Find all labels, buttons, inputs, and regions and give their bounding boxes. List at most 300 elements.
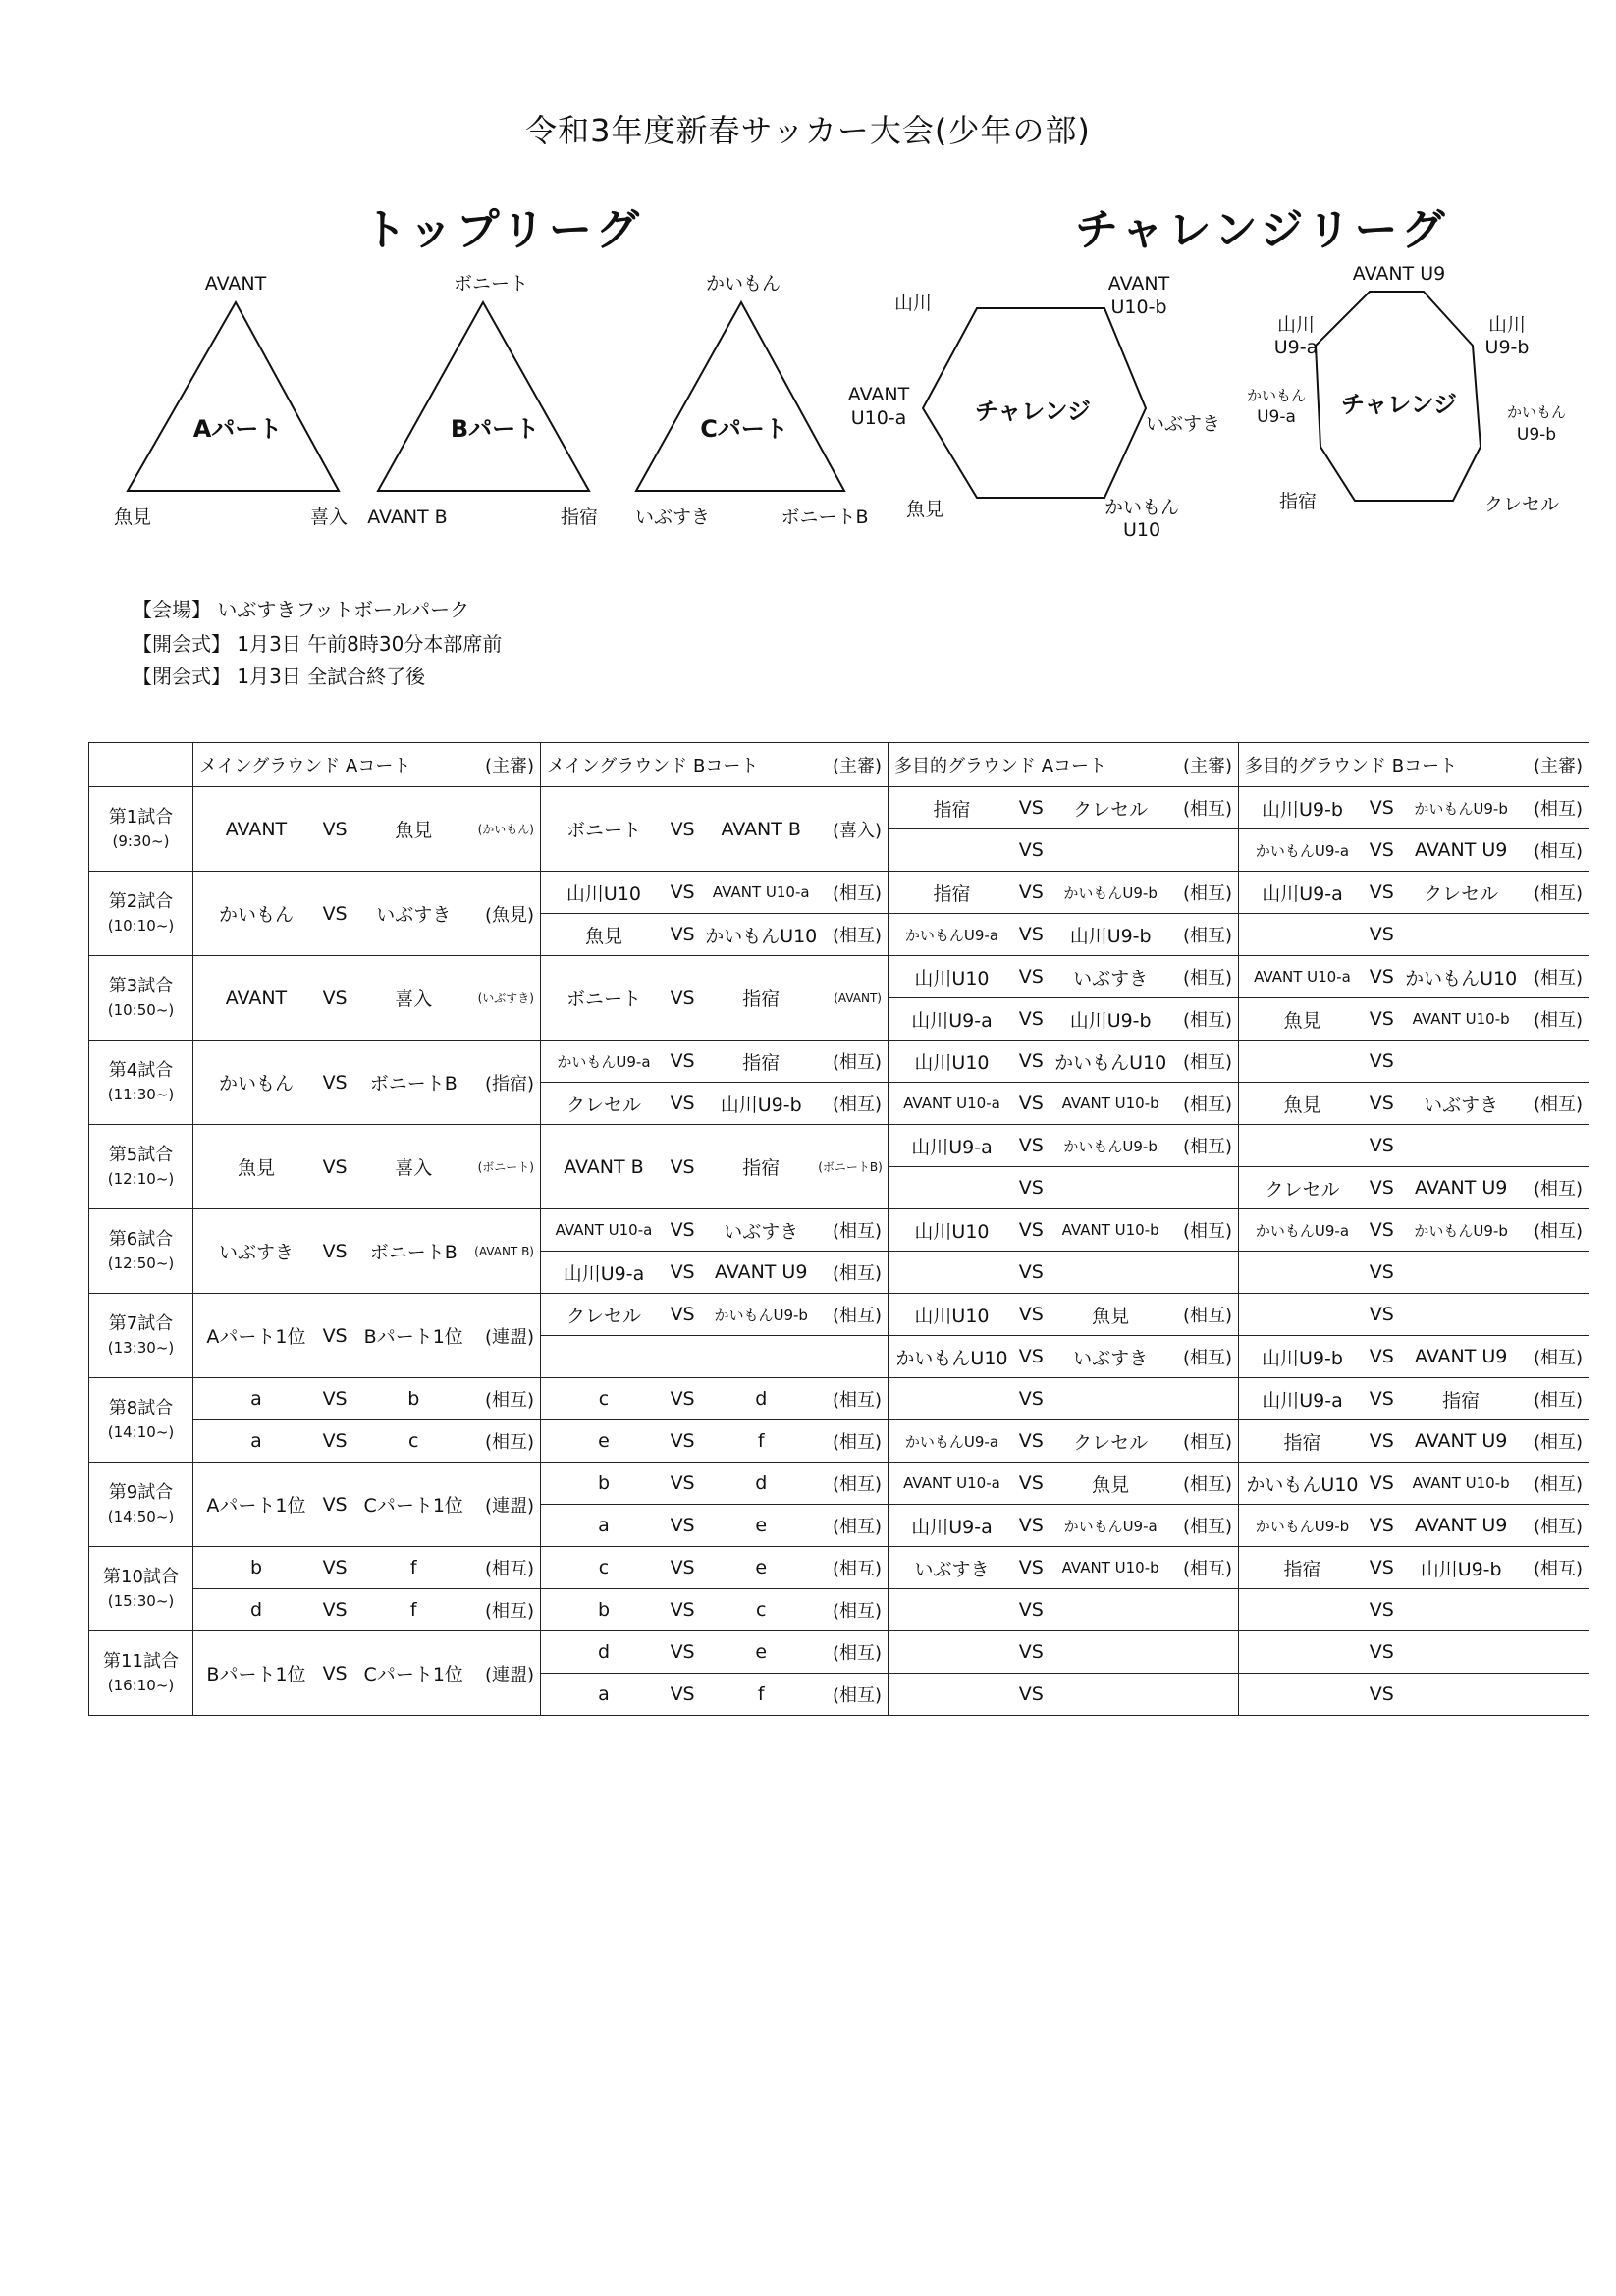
multi-b-cell bbox=[1239, 956, 1589, 998]
team-home: 山川U9-a bbox=[911, 1516, 993, 1538]
team-home: かいもんU9-a bbox=[1255, 1221, 1350, 1240]
multi-a-cell bbox=[889, 1294, 1239, 1336]
table-row bbox=[89, 1463, 1589, 1505]
vs-label: VS bbox=[1369, 797, 1394, 819]
team-home: 山川U10 bbox=[914, 967, 990, 989]
group-c-left-team: いぶすき bbox=[634, 507, 711, 528]
group-a-right-team: 喜入 bbox=[309, 507, 349, 528]
oct-upper-left-line2: U9-a bbox=[1273, 337, 1319, 358]
main-a-cell bbox=[193, 1378, 541, 1420]
main-b-cell bbox=[541, 914, 889, 956]
team-home: クレセル bbox=[1265, 1178, 1340, 1201]
vs-label: VS bbox=[1018, 1430, 1044, 1452]
referee: (相互) bbox=[832, 1685, 882, 1706]
table-row bbox=[89, 1631, 1589, 1674]
vs-label: VS bbox=[322, 1599, 348, 1621]
vs-label: VS bbox=[670, 1155, 695, 1178]
referee: (相互) bbox=[832, 1474, 882, 1495]
vs-label: VS bbox=[670, 987, 695, 1009]
referee: (相互) bbox=[1182, 1137, 1232, 1157]
team-away: 山川U9-b bbox=[1420, 1558, 1502, 1580]
vs-label: VS bbox=[1369, 1388, 1394, 1410]
multi-b-cell bbox=[1239, 1125, 1589, 1167]
vs-label: VS bbox=[670, 1641, 695, 1663]
team-home: a bbox=[250, 1388, 262, 1410]
team-home: かいもんU9-b bbox=[1255, 1517, 1350, 1535]
hex-left-team-line1: AVANT bbox=[847, 384, 910, 405]
multi-a-cell bbox=[889, 1420, 1239, 1463]
vs-label: VS bbox=[1018, 797, 1044, 819]
vs-label: VS bbox=[1018, 839, 1044, 861]
team-home: e bbox=[598, 1430, 610, 1452]
referee: (連盟) bbox=[484, 1495, 534, 1517]
group-b-diagram bbox=[367, 273, 598, 528]
challenge-league-heading: チャレンジリーグ bbox=[1075, 205, 1449, 255]
header-main-b: メイングラウンド Bコート (主審) bbox=[541, 743, 889, 787]
main-a-cell bbox=[193, 1463, 541, 1547]
referee: (相互) bbox=[1182, 1348, 1232, 1368]
challenge-hex-diagram bbox=[848, 273, 1220, 541]
multi-b-cell bbox=[1239, 1252, 1589, 1294]
vs-label: VS bbox=[1369, 1683, 1394, 1705]
multi-a-cell bbox=[889, 1209, 1239, 1252]
hex-top-right-team-line1: AVANT bbox=[1107, 273, 1170, 294]
referee: (AVANT B) bbox=[474, 1244, 534, 1258]
team-home: いぶすき bbox=[914, 1558, 990, 1580]
main-b-cell bbox=[541, 1378, 889, 1420]
multi-b-cell bbox=[1239, 872, 1589, 914]
team-home: かいもん bbox=[218, 1073, 294, 1095]
league-diagrams bbox=[0, 250, 1616, 555]
team-home: b bbox=[597, 1472, 610, 1494]
match-time: (10:50~) bbox=[107, 1000, 175, 1019]
vs-label: VS bbox=[1018, 1599, 1044, 1621]
multi-b-cell bbox=[1239, 998, 1589, 1041]
vs-label: VS bbox=[1369, 1346, 1394, 1367]
vs-label: VS bbox=[1018, 1304, 1044, 1325]
team-home: a bbox=[598, 1683, 610, 1705]
referee: (相互) bbox=[1182, 1095, 1232, 1115]
multi-b-cell bbox=[1239, 1209, 1589, 1252]
group-a-top-team: AVANT bbox=[204, 273, 267, 294]
team-away: かいもんU9-b bbox=[1063, 883, 1158, 902]
vs-label: VS bbox=[670, 1430, 695, 1452]
team-away: かいもんU9-b bbox=[714, 1306, 808, 1324]
team-home: a bbox=[598, 1515, 610, 1536]
header-main-a: メイングラウンド Aコート (主審) bbox=[193, 743, 541, 787]
challenge-oct-diagram bbox=[1247, 263, 1566, 515]
header-multi-b: 多目的グラウンド Bコート (主審) bbox=[1239, 743, 1589, 787]
vs-label: VS bbox=[670, 1683, 695, 1705]
vs-label: VS bbox=[670, 881, 695, 903]
main-a-cell bbox=[193, 1589, 541, 1631]
referee: (相互) bbox=[1182, 968, 1232, 988]
referee: (相互) bbox=[1533, 1348, 1583, 1368]
referee: (相互) bbox=[832, 1601, 882, 1622]
multi-b-cell bbox=[1239, 1674, 1589, 1716]
team-away: いぶすき bbox=[376, 904, 452, 926]
referee: (相互) bbox=[1533, 1390, 1583, 1411]
vs-label: VS bbox=[1369, 1304, 1394, 1325]
main-b-cell bbox=[541, 1209, 889, 1252]
vs-label: VS bbox=[670, 818, 695, 840]
group-c-label: Cパート bbox=[700, 415, 788, 443]
team-home: かいもんU9-a bbox=[904, 926, 999, 944]
multi-a-cell bbox=[889, 1378, 1239, 1420]
hex-bottom-right-team-line1: かいもん bbox=[1104, 497, 1180, 518]
vs-label: VS bbox=[1018, 1683, 1044, 1705]
multi-b-cell bbox=[1239, 1631, 1589, 1674]
table-row bbox=[89, 1209, 1589, 1252]
oct-bottom-left-team: 指宿 bbox=[1278, 491, 1318, 512]
team-home: 山川U10 bbox=[914, 1220, 990, 1243]
group-b-left-team: AVANT B bbox=[367, 507, 448, 528]
multi-a-cell bbox=[889, 956, 1239, 998]
referee: (相互) bbox=[832, 1095, 882, 1115]
schedule-header-row bbox=[89, 743, 1589, 787]
referee: (相互) bbox=[484, 1601, 534, 1622]
vs-label: VS bbox=[1018, 1261, 1044, 1283]
team-away: かいもんU9-b bbox=[1414, 1221, 1508, 1240]
main-a-cell bbox=[193, 1420, 541, 1463]
team-home: 指宿 bbox=[933, 798, 971, 821]
multi-b-cell bbox=[1239, 1336, 1589, 1378]
vs-label: VS bbox=[1018, 1050, 1044, 1072]
match-slot bbox=[89, 872, 193, 956]
vs-label: VS bbox=[1018, 1641, 1044, 1663]
opening-ceremony-info: 【開会式】 1月3日 午前8時30分本部席前 bbox=[133, 632, 503, 656]
team-away: 指宿 bbox=[1442, 1389, 1481, 1412]
vs-label: VS bbox=[322, 1557, 348, 1578]
referee: (相互) bbox=[1182, 926, 1232, 946]
referee: (相互) bbox=[832, 1643, 882, 1664]
team-home: AVANT U10-a bbox=[903, 1474, 1000, 1492]
team-away: f bbox=[409, 1599, 417, 1621]
match-label: 第1試合 bbox=[108, 806, 174, 828]
vs-label: VS bbox=[670, 1472, 695, 1494]
team-home: AVANT U10-a bbox=[555, 1221, 653, 1239]
vs-label: VS bbox=[670, 1050, 695, 1072]
team-away: 喜入 bbox=[395, 1157, 433, 1179]
main-b-cell bbox=[541, 1083, 889, 1125]
team-away: かいもんU10 bbox=[1054, 1051, 1167, 1074]
group-c-top-team: かいもん bbox=[705, 273, 781, 294]
vs-label: VS bbox=[1018, 1557, 1044, 1578]
main-a-cell bbox=[193, 1547, 541, 1589]
team-away: 山川U9-b bbox=[1069, 1009, 1152, 1032]
vs-label: VS bbox=[1369, 1135, 1394, 1156]
multi-a-cell bbox=[889, 1125, 1239, 1167]
main-b-cell bbox=[541, 787, 889, 872]
team-away: e bbox=[755, 1515, 768, 1536]
oct-upper-left-line1: 山川 bbox=[1276, 314, 1316, 336]
vs-label: VS bbox=[1018, 1177, 1044, 1199]
oct-bottom-right-team: クレセル bbox=[1483, 494, 1560, 515]
vs-label: VS bbox=[1018, 1219, 1044, 1241]
multi-a-cell bbox=[889, 829, 1239, 872]
team-away: Cパート1位 bbox=[363, 1664, 463, 1685]
team-away: c bbox=[408, 1430, 419, 1452]
match-time: (15:30~) bbox=[107, 1591, 175, 1610]
match-label: 第2試合 bbox=[108, 890, 174, 912]
referee: (ボニート) bbox=[477, 1160, 534, 1174]
multi-b-cell bbox=[1239, 1547, 1589, 1589]
oct-right-line2: U9-b bbox=[1516, 425, 1557, 445]
team-home: d bbox=[597, 1641, 610, 1663]
vs-label: VS bbox=[1369, 1557, 1394, 1578]
referee: (相互) bbox=[1533, 841, 1583, 862]
team-away: 魚見 bbox=[1092, 1305, 1130, 1327]
main-b-cell bbox=[541, 1252, 889, 1294]
group-a-diagram bbox=[114, 273, 348, 528]
team-away: d bbox=[755, 1472, 768, 1494]
match-time: (14:10~) bbox=[107, 1422, 175, 1441]
team-away: AVANT B bbox=[721, 818, 801, 840]
team-home: b bbox=[597, 1599, 610, 1621]
vs-label: VS bbox=[1018, 924, 1044, 945]
vs-label: VS bbox=[670, 924, 695, 945]
vs-label: VS bbox=[1369, 1008, 1394, 1030]
referee: (相互) bbox=[1182, 1052, 1232, 1073]
team-away: f bbox=[757, 1430, 765, 1452]
multi-b-cell bbox=[1239, 1041, 1589, 1083]
team-home: 山川U9-a bbox=[911, 1136, 993, 1158]
table-row bbox=[89, 872, 1589, 914]
team-home: かいもんU9-a bbox=[557, 1052, 651, 1071]
vs-label: VS bbox=[670, 1219, 695, 1241]
team-home: Bパート1位 bbox=[206, 1664, 306, 1685]
main-b-cell bbox=[541, 1589, 889, 1631]
referee: (相互) bbox=[832, 883, 882, 904]
match-time: (13:30~) bbox=[107, 1338, 175, 1357]
team-away: d bbox=[755, 1388, 768, 1410]
table-row bbox=[89, 1378, 1589, 1420]
team-away: クレセル bbox=[1073, 798, 1149, 821]
team-home: AVANT B bbox=[564, 1155, 644, 1178]
team-away: 魚見 bbox=[395, 820, 433, 841]
referee: (相互) bbox=[1533, 1095, 1583, 1115]
referee: (連盟) bbox=[484, 1664, 534, 1685]
team-away: Bパート1位 bbox=[363, 1326, 463, 1348]
referee: (相互) bbox=[1533, 1559, 1583, 1579]
main-b-cell bbox=[541, 1336, 889, 1378]
team-away: ボニートB bbox=[369, 1242, 458, 1263]
team-away: かいもんU10 bbox=[1405, 967, 1518, 989]
vs-label: VS bbox=[322, 1388, 348, 1410]
multi-b-cell bbox=[1239, 914, 1589, 956]
multi-b-cell bbox=[1239, 1378, 1589, 1420]
main-a-cell bbox=[193, 787, 541, 872]
multi-b-cell bbox=[1239, 1505, 1589, 1547]
table-row bbox=[89, 1420, 1589, 1463]
table-row bbox=[89, 1125, 1589, 1167]
match-time: (9:30~) bbox=[112, 831, 170, 850]
team-away: f bbox=[409, 1557, 417, 1578]
vs-label: VS bbox=[1018, 1346, 1044, 1367]
multi-b-cell bbox=[1239, 787, 1589, 829]
vs-label: VS bbox=[1369, 1050, 1394, 1072]
team-away: AVANT U10-b bbox=[1412, 1010, 1510, 1028]
vs-label: VS bbox=[1369, 1430, 1394, 1452]
table-row bbox=[89, 1547, 1589, 1589]
table-row bbox=[89, 956, 1589, 998]
venue-info: 【会場】 いぶすきフットボールパーク bbox=[133, 598, 470, 621]
multi-b-cell bbox=[1239, 1463, 1589, 1505]
main-b-cell bbox=[541, 1674, 889, 1716]
team-home: 山川U9-a bbox=[911, 1009, 993, 1032]
match-label: 第7試合 bbox=[108, 1312, 174, 1334]
challenge-hex-label: チャレンジ bbox=[974, 398, 1092, 425]
vs-label: VS bbox=[670, 1261, 695, 1283]
team-away: AVANT U9 bbox=[1414, 1515, 1508, 1536]
multi-a-cell bbox=[889, 1167, 1239, 1209]
hex-left-team-line2: U10-a bbox=[850, 407, 907, 429]
oct-upper-right-line2: U9-b bbox=[1484, 337, 1530, 358]
multi-a-cell bbox=[889, 872, 1239, 914]
referee: (相互) bbox=[832, 1559, 882, 1579]
referee: (いぶすき) bbox=[477, 991, 534, 1005]
table-row bbox=[89, 1589, 1589, 1631]
group-c-diagram bbox=[635, 273, 869, 528]
team-away: AVANT U9 bbox=[715, 1261, 808, 1283]
team-home: c bbox=[598, 1557, 610, 1578]
closing-ceremony-info: 【閉会式】 1月3日 全試合終了後 bbox=[133, 665, 426, 688]
match-time: (16:10~) bbox=[107, 1676, 175, 1694]
main-a-cell bbox=[193, 956, 541, 1041]
hex-top-left-team: 山川 bbox=[893, 293, 933, 314]
match-label: 第5試合 bbox=[108, 1144, 174, 1165]
team-home: 魚見 bbox=[237, 1157, 275, 1179]
match-time: (12:10~) bbox=[107, 1169, 175, 1188]
referee: (魚見) bbox=[484, 904, 534, 926]
match-slot bbox=[89, 1209, 193, 1294]
main-b-cell bbox=[541, 872, 889, 914]
team-away: いぶすき bbox=[1424, 1094, 1499, 1116]
group-a-label: Aパート bbox=[192, 415, 283, 443]
vs-label: VS bbox=[322, 1155, 348, 1178]
multi-a-cell bbox=[889, 1252, 1239, 1294]
match-time: (10:10~) bbox=[107, 916, 175, 934]
referee: (相互) bbox=[1533, 1474, 1583, 1495]
multi-a-cell bbox=[889, 998, 1239, 1041]
team-home: かいもんU10 bbox=[895, 1347, 1008, 1369]
referee: (喜入) bbox=[832, 820, 882, 841]
referee: (相互) bbox=[484, 1390, 534, 1411]
team-away: Cパート1位 bbox=[363, 1495, 463, 1517]
match-slot bbox=[89, 1294, 193, 1378]
referee: (相互) bbox=[1182, 883, 1232, 904]
vs-label: VS bbox=[1369, 1177, 1394, 1199]
referee: (相互) bbox=[1533, 968, 1583, 988]
multi-a-cell bbox=[889, 1505, 1239, 1547]
team-home: AVANT bbox=[225, 818, 288, 840]
multi-a-cell bbox=[889, 1631, 1239, 1674]
referee: (相互) bbox=[484, 1432, 534, 1453]
team-away: かいもんU9-b bbox=[1414, 799, 1508, 818]
team-away: AVANT U10-b bbox=[1061, 1095, 1159, 1112]
referee: (AVANT) bbox=[834, 990, 882, 1005]
vs-label: VS bbox=[1018, 1008, 1044, 1030]
referee: (ボニートB) bbox=[818, 1160, 883, 1174]
team-away: AVANT U10-b bbox=[1061, 1559, 1159, 1576]
team-away: AVANT U9 bbox=[1414, 1346, 1508, 1367]
team-home: クレセル bbox=[566, 1305, 641, 1327]
match-label: 第3試合 bbox=[108, 975, 174, 996]
vs-label: VS bbox=[1369, 1472, 1394, 1494]
match-label: 第11試合 bbox=[103, 1650, 179, 1672]
team-away: AVANT U9 bbox=[1414, 1430, 1508, 1452]
vs-label: VS bbox=[670, 1599, 695, 1621]
main-b-cell bbox=[541, 956, 889, 1041]
team-home: 山川U10 bbox=[914, 1305, 990, 1327]
referee: (指宿) bbox=[484, 1073, 534, 1095]
team-home: 魚見 bbox=[584, 925, 622, 947]
team-home: 魚見 bbox=[1283, 1009, 1321, 1032]
vs-label: VS bbox=[322, 1071, 348, 1094]
team-away: クレセル bbox=[1424, 882, 1499, 905]
team-away: 山川U9-b bbox=[720, 1094, 802, 1116]
table-row bbox=[89, 1041, 1589, 1083]
team-home: いぶすき bbox=[218, 1242, 294, 1263]
main-b-cell bbox=[541, 1294, 889, 1336]
team-away: 指宿 bbox=[742, 1157, 781, 1179]
oct-left-line2: U9-a bbox=[1257, 407, 1296, 427]
match-slot bbox=[89, 1631, 193, 1716]
main-b-cell bbox=[541, 1505, 889, 1547]
team-home: 山川U10 bbox=[566, 882, 642, 905]
vs-label: VS bbox=[1369, 924, 1394, 945]
vs-label: VS bbox=[1018, 1093, 1044, 1114]
vs-label: VS bbox=[670, 1304, 695, 1325]
team-home: 山川U9-b bbox=[1262, 798, 1343, 821]
vs-label: VS bbox=[322, 1324, 348, 1347]
team-away: AVANT U9 bbox=[1414, 1177, 1508, 1199]
team-home: 山川U9-b bbox=[1262, 1347, 1343, 1369]
match-time: (12:50~) bbox=[107, 1254, 175, 1272]
multi-a-cell bbox=[889, 1547, 1239, 1589]
referee: (相互) bbox=[1182, 1010, 1232, 1031]
team-away: かいもんU10 bbox=[705, 925, 818, 947]
team-away: 指宿 bbox=[742, 1051, 781, 1074]
team-home: 指宿 bbox=[933, 882, 971, 905]
hex-bottom-right-team-line2: U10 bbox=[1122, 519, 1161, 541]
main-a-cell bbox=[193, 872, 541, 956]
team-away: e bbox=[755, 1641, 768, 1663]
team-home: かいもん bbox=[218, 904, 294, 926]
referee: (相互) bbox=[1533, 1517, 1583, 1537]
referee: (相互) bbox=[1182, 1306, 1232, 1326]
team-home: 指宿 bbox=[1283, 1558, 1321, 1580]
vs-label: VS bbox=[322, 902, 348, 925]
vs-label: VS bbox=[1369, 1641, 1394, 1663]
referee: (連盟) bbox=[484, 1326, 534, 1348]
match-slot bbox=[89, 1547, 193, 1631]
vs-label: VS bbox=[1369, 839, 1394, 861]
match-slot bbox=[89, 1463, 193, 1547]
vs-label: VS bbox=[1369, 1261, 1394, 1283]
referee: (相互) bbox=[832, 1432, 882, 1453]
vs-label: VS bbox=[1369, 1093, 1394, 1114]
team-home: 山川U9-a bbox=[1262, 1389, 1343, 1412]
vs-label: VS bbox=[322, 818, 348, 840]
group-a-left-team: 魚見 bbox=[113, 507, 152, 528]
multi-a-cell bbox=[889, 1463, 1239, 1505]
team-home: かいもんU9-a bbox=[1255, 841, 1350, 860]
vs-label: VS bbox=[670, 1515, 695, 1536]
referee: (相互) bbox=[1533, 1221, 1583, 1242]
team-home: c bbox=[598, 1388, 610, 1410]
vs-label: VS bbox=[670, 1388, 695, 1410]
